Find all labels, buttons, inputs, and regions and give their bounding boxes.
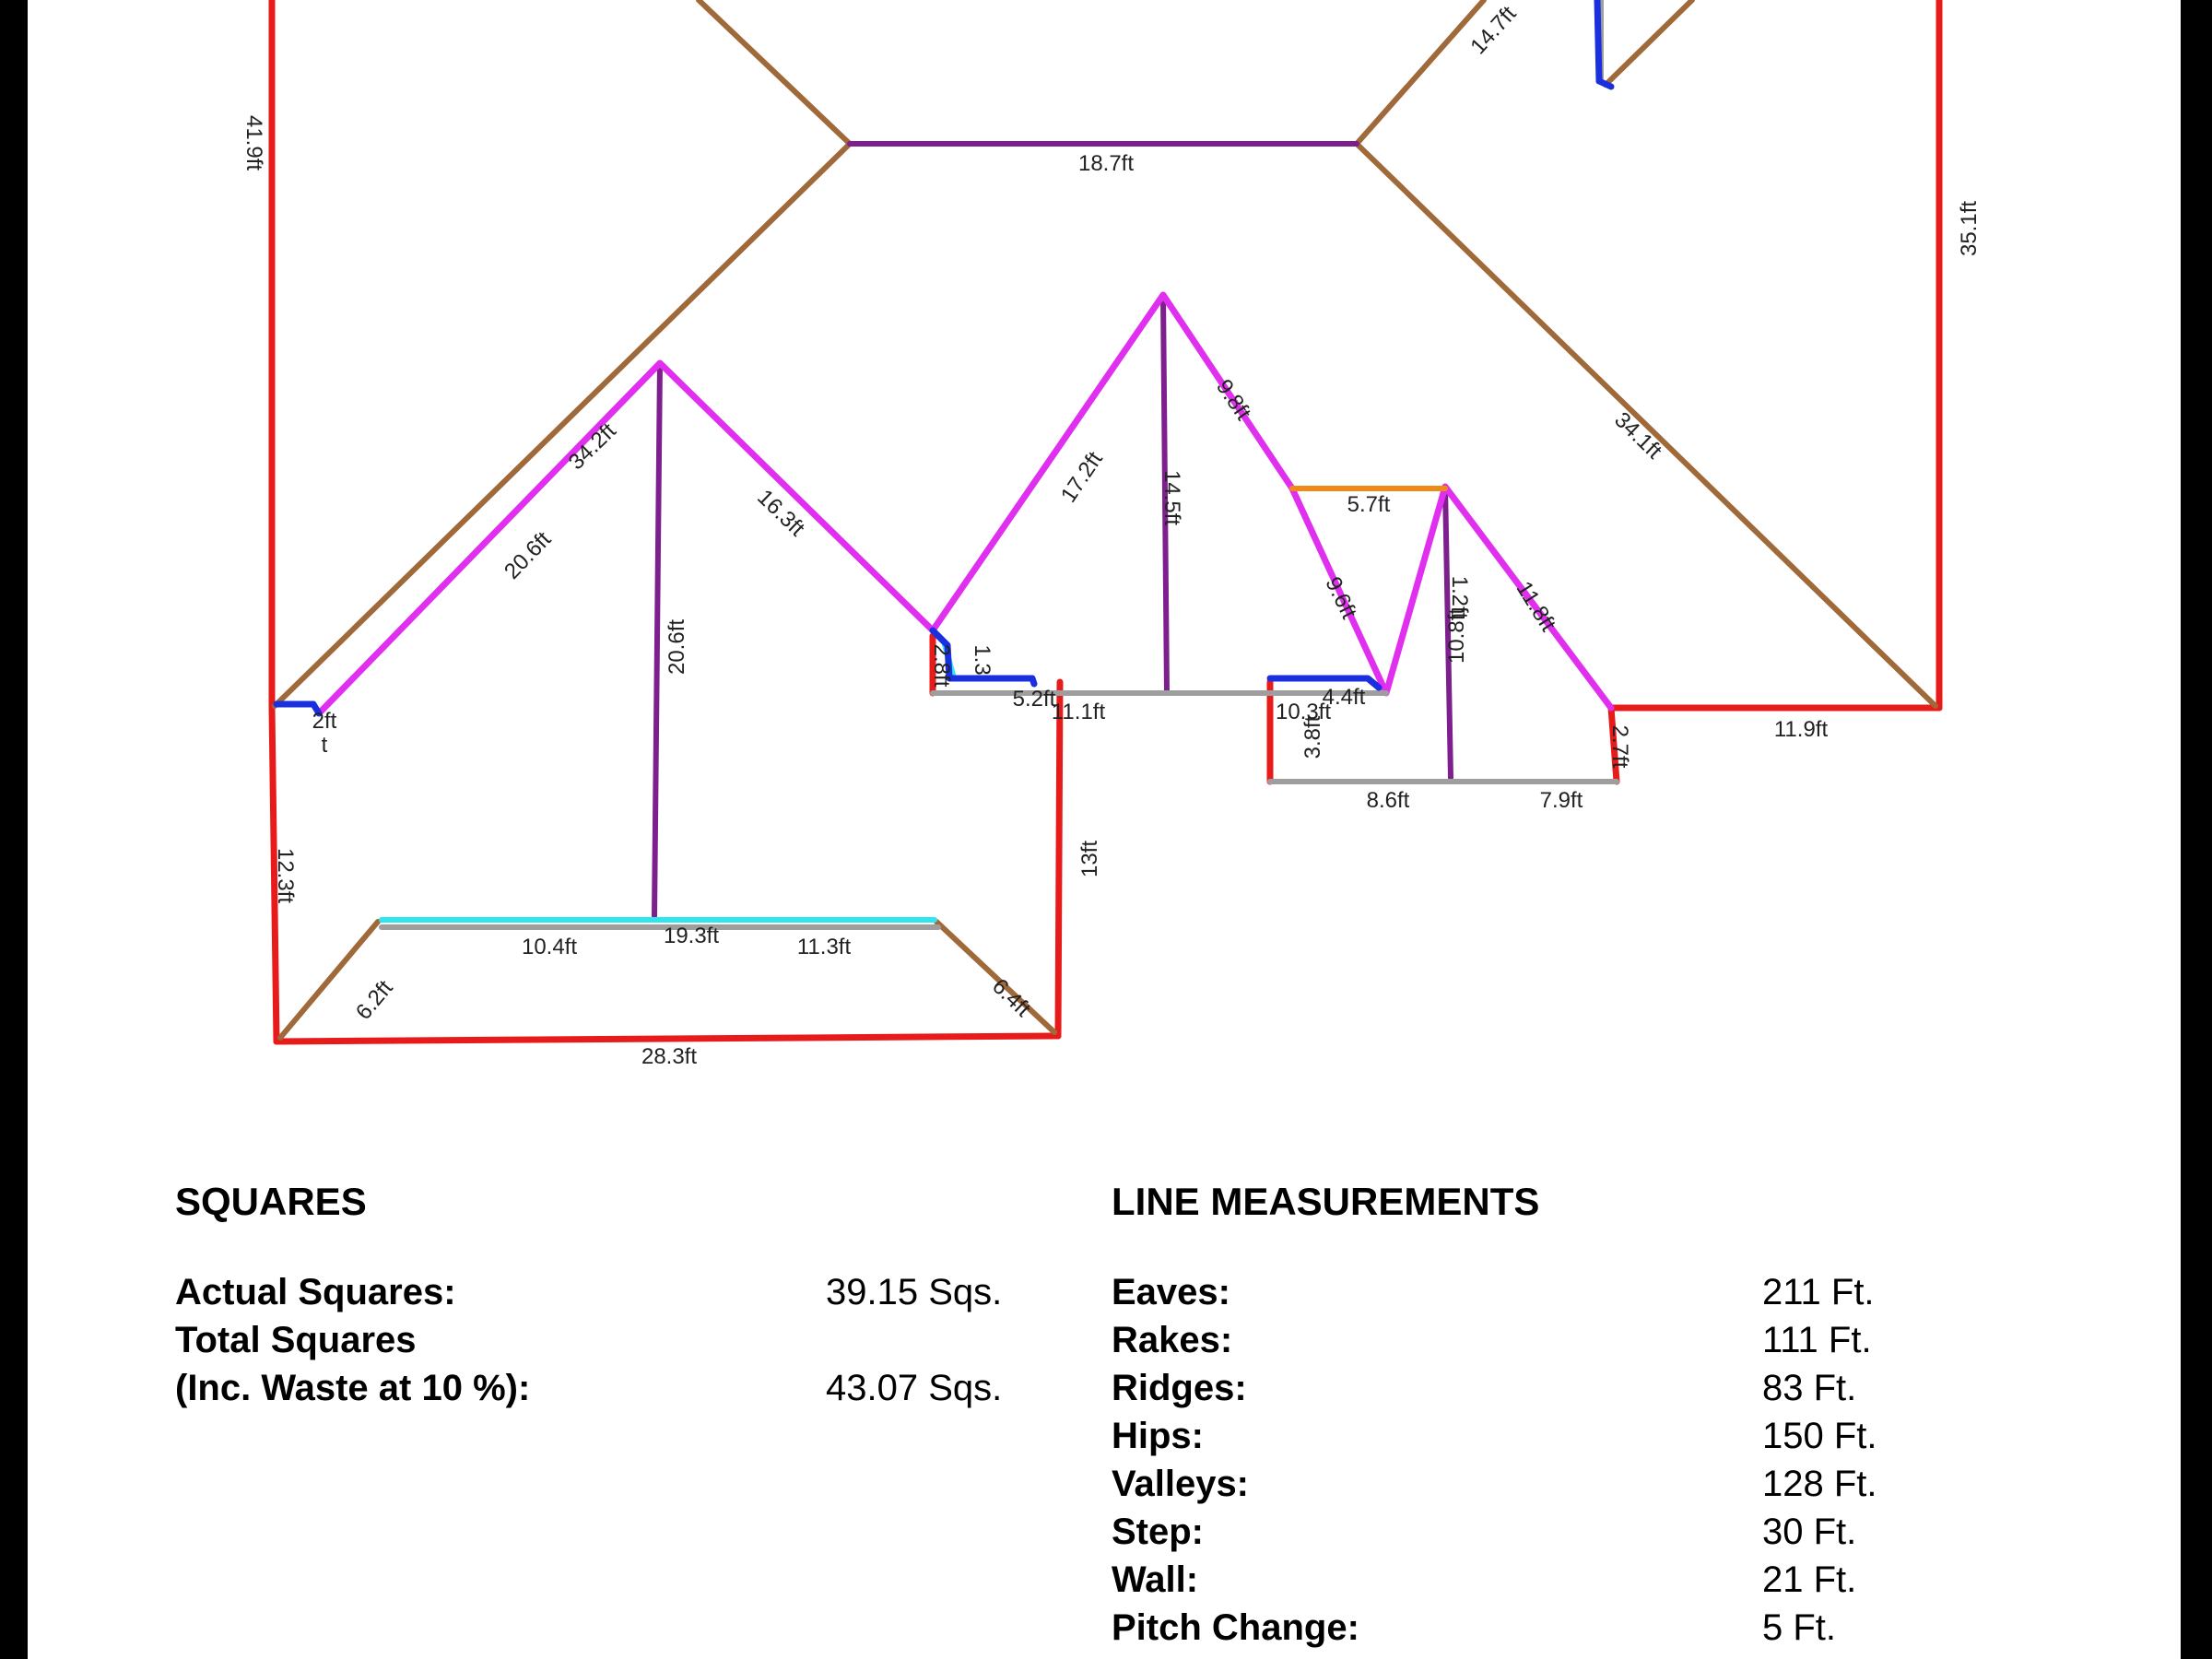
label-wall-8-6: 8.6ft <box>1366 788 1410 813</box>
label-hip-6-4: 6.4ft <box>987 973 1036 1022</box>
label-left-valley: 20.6ft <box>500 526 557 584</box>
step-label: Step: <box>1112 1512 1204 1552</box>
measurements-summary <box>28 1171 2181 1659</box>
label-wall-2-8: 2.8ft <box>929 643 954 688</box>
wall-value: 21 Ft. <box>1762 1559 1857 1600</box>
label-flash-10-4: 10.4ft <box>521 935 578 959</box>
label-eave-2-7: 2.7ft <box>1607 724 1632 769</box>
valleys-label: Valleys: <box>1112 1464 1250 1504</box>
label-center-ridge-vertical: 14.5ft <box>1159 469 1184 526</box>
total-squares-label-line1: Total Squares <box>175 1320 417 1360</box>
label-right-eave: 35.1ft <box>1957 200 1982 257</box>
label-left-step: 2ft <box>312 709 337 734</box>
rakes-label: Rakes: <box>1112 1320 1233 1360</box>
label-right-hip: 34.1ft <box>1609 407 1667 465</box>
wall-lines <box>382 0 1617 927</box>
label-valley-17: 17.2ft <box>1055 447 1108 508</box>
eaves-label: Eaves: <box>1112 1272 1230 1312</box>
label-flash-small: 1.3 <box>970 644 994 676</box>
line-measurements-title: LINE MEASUREMENTS <box>1112 1180 1540 1223</box>
label-eave-12-3: 12.3ft <box>273 847 298 904</box>
label-valley-16: 16.3ft <box>752 485 810 542</box>
eaves-value: 211 Ft. <box>1762 1272 1875 1312</box>
segment-labels <box>241 1 1982 1069</box>
pitch-change-label: Pitch Change: <box>1112 1607 1359 1648</box>
label-valley-9-6: 9.6ft <box>1320 572 1362 623</box>
label-eave-3-8: 3.8ft <box>1300 715 1325 759</box>
label-left-step-t: t <box>321 733 328 758</box>
total-squares-label-line2: (Inc. Waste at 10 %): <box>175 1368 531 1408</box>
valleys-value: 128 Ft. <box>1762 1464 1877 1504</box>
label-ridge-19-3: 19.3ft <box>663 924 720 948</box>
squares-title: SQUARES <box>175 1180 367 1223</box>
label-hip-6-2: 6.2ft <box>350 975 398 1025</box>
label-valley-11-8: 11.8ft <box>1511 577 1561 636</box>
label-eave-28-3: 28.3ft <box>641 1044 698 1069</box>
ridge-lines <box>654 144 1451 916</box>
roof-diagram <box>28 0 2181 1134</box>
label-step-5-2: 5.2ft <box>1012 687 1056 712</box>
ridges-label: Ridges: <box>1112 1368 1247 1408</box>
label-flash-11-3: 11.3ft <box>796 935 852 959</box>
label-wall-7-9: 7.9ft <box>1539 788 1583 813</box>
total-squares-value: 43.07 Sqs. <box>826 1368 1003 1408</box>
label-left-ridge-vertical: 20.6ft <box>665 618 689 676</box>
step-value: 30 Ft. <box>1762 1512 1857 1552</box>
rakes-value: 111 Ft. <box>1762 1320 1872 1360</box>
valley-lines <box>321 295 1611 712</box>
label-top-right-hip: 14.7ft <box>1465 1 1522 60</box>
label-eave-13: 13ft <box>1077 840 1102 878</box>
hips-label: Hips: <box>1112 1416 1204 1456</box>
flashing-lines <box>382 641 953 920</box>
label-wall-11-1: 11.1ft <box>1051 700 1106 724</box>
label-left-eave-upper: 41.9ft <box>241 114 266 171</box>
report-page <box>28 0 2181 1659</box>
label-ridge-small-b: 10.8ft <box>1444 607 1469 665</box>
label-eave-11-9: 11.9ft <box>1773 717 1829 742</box>
label-wall-10-3: 10.3ft <box>1275 700 1332 724</box>
label-valley-9-8: 9.8ft <box>1210 374 1256 425</box>
label-pitch-change: 5.7ft <box>1347 492 1391 517</box>
ridges-value: 83 Ft. <box>1762 1368 1857 1408</box>
label-step-4-4: 4.4ft <box>1322 685 1366 710</box>
label-top-ridge: 18.7ft <box>1077 151 1135 176</box>
pitch-change-value: 5 Ft. <box>1762 1607 1837 1648</box>
actual-squares-label: Actual Squares: <box>175 1272 456 1312</box>
label-ridge-small-a: 1.2ft <box>1447 575 1472 619</box>
actual-squares-value: 39.15 Sqs. <box>826 1272 1003 1312</box>
wall-label: Wall: <box>1112 1559 1199 1600</box>
hips-value: 150 Ft. <box>1762 1416 1877 1456</box>
label-left-hip: 34.2ft <box>563 418 621 476</box>
